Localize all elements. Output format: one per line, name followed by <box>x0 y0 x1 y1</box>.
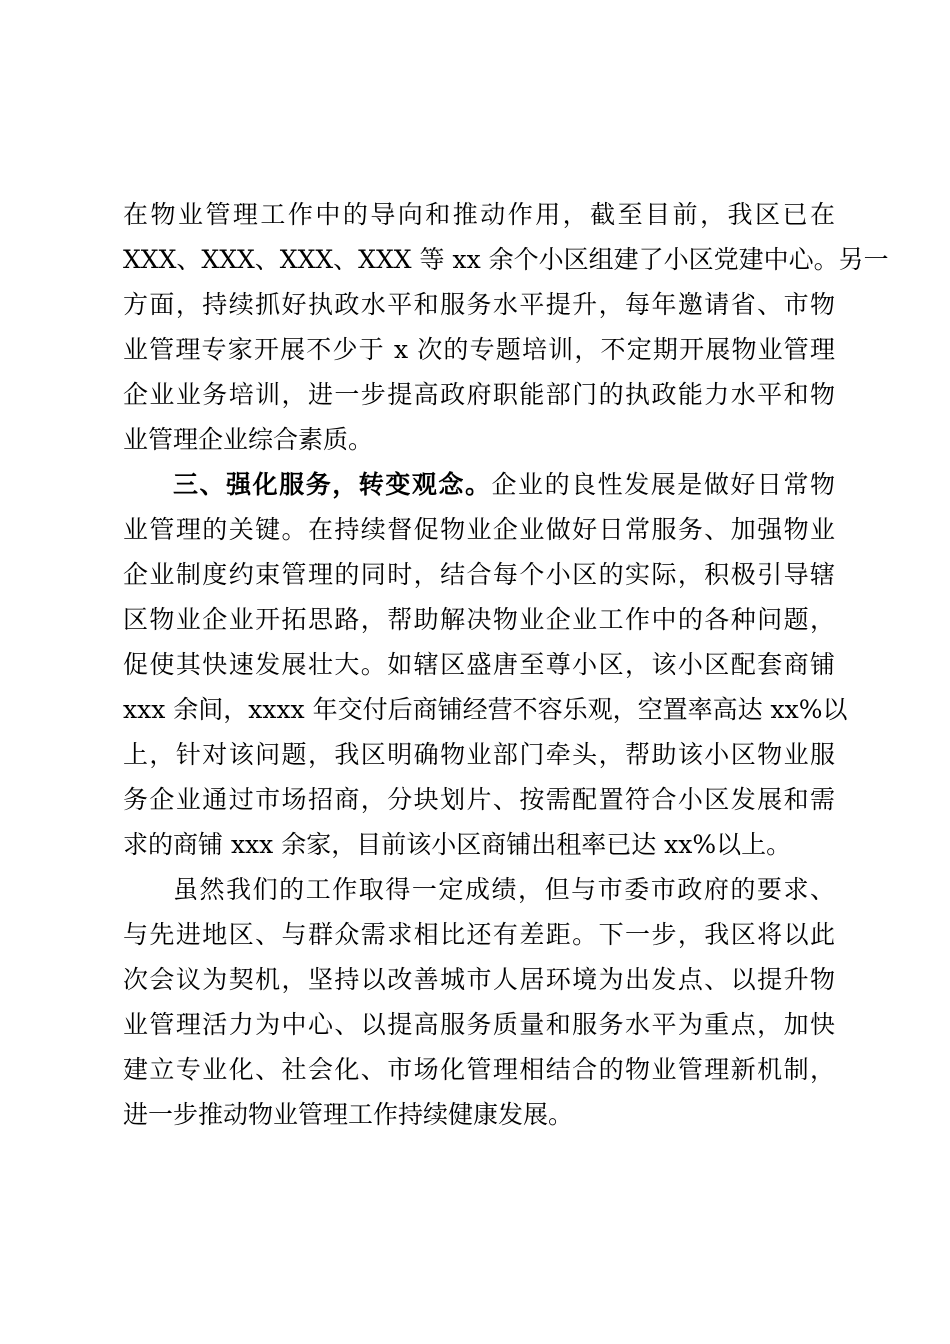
paragraph-2-line-3: 企业制度约束管理的同时，结合每个小区的实际，积极引导辖 <box>123 560 835 589</box>
section-heading: 三、强化服务，转变观念。 <box>173 470 492 499</box>
paragraph-2-line-8: 务企业通过市场招商，分块划片、按需配置符合小区发展和需 <box>123 785 835 814</box>
paragraph-3-line-1: 虽然我们的工作取得一定成绩，但与市委市政府的要求、 <box>173 875 835 904</box>
paragraph-2-line-1-rest: 企业的良性发展是做好日常物 <box>491 470 835 499</box>
paragraph-1-line-1: 在物业管理工作中的导向和推动作用，截至目前，我区已在 <box>123 200 835 229</box>
paragraph-2-line-7: 上，针对该问题，我区明确物业部门牵头，帮助该小区物业服 <box>123 740 835 769</box>
paragraph-3-line-5: 建立专业化、社会化、市场化管理相结合的物业管理新机制， <box>123 1055 835 1084</box>
paragraph-3-line-6: 进一步推动物业管理工作持续健康发展。 <box>123 1100 574 1129</box>
paragraph-1-line-4: 业管理专家开展不少于 x 次的专题培训，不定期开展物业管理 <box>123 335 835 364</box>
paragraph-1-line-3: 方面，持续抓好执政水平和服务水平提升，每年邀请省、市物 <box>123 290 835 319</box>
paragraph-2-line-4: 区物业企业开拓思路，帮助解决物业企业工作中的各种问题， <box>123 605 835 634</box>
paragraph-2-line-5: 促使其快速发展壮大。如辖区盛唐至尊小区，该小区配套商铺 <box>123 650 835 679</box>
paragraph-3-line-4: 业管理活力为中心、以提高服务质量和服务水平为重点，加快 <box>123 1010 835 1039</box>
paragraph-3-line-2: 与先进地区、与群众需求相比还有差距。下一步，我区将以此 <box>123 920 835 949</box>
paragraph-1-line-6: 业管理企业综合素质。 <box>123 425 374 454</box>
paragraph-2-line-9: 求的商铺 xxx 余家，目前该小区商铺出租率已达 xx%以上。 <box>123 830 792 859</box>
paragraph-3-line-3: 次会议为契机，坚持以改善城市人居环境为出发点、以提升物 <box>123 965 835 994</box>
paragraph-1-line-5: 企业业务培训，进一步提高政府职能部门的执政能力水平和物 <box>123 380 835 409</box>
paragraph-2-line-6: xxx 余间，xxxx 年交付后商铺经营不容乐观，空置率高达 xx%以 <box>123 695 848 724</box>
paragraph-2-line-2: 业管理的关键。在持续督促物业企业做好日常服务、加强物业 <box>123 515 835 544</box>
paragraph-2-line-1 <box>173 468 835 502</box>
paragraph-1-line-2: XXX、XXX、XXX、XXX 等 xx 余个小区组建了小区党建中心。另一 <box>123 245 889 274</box>
